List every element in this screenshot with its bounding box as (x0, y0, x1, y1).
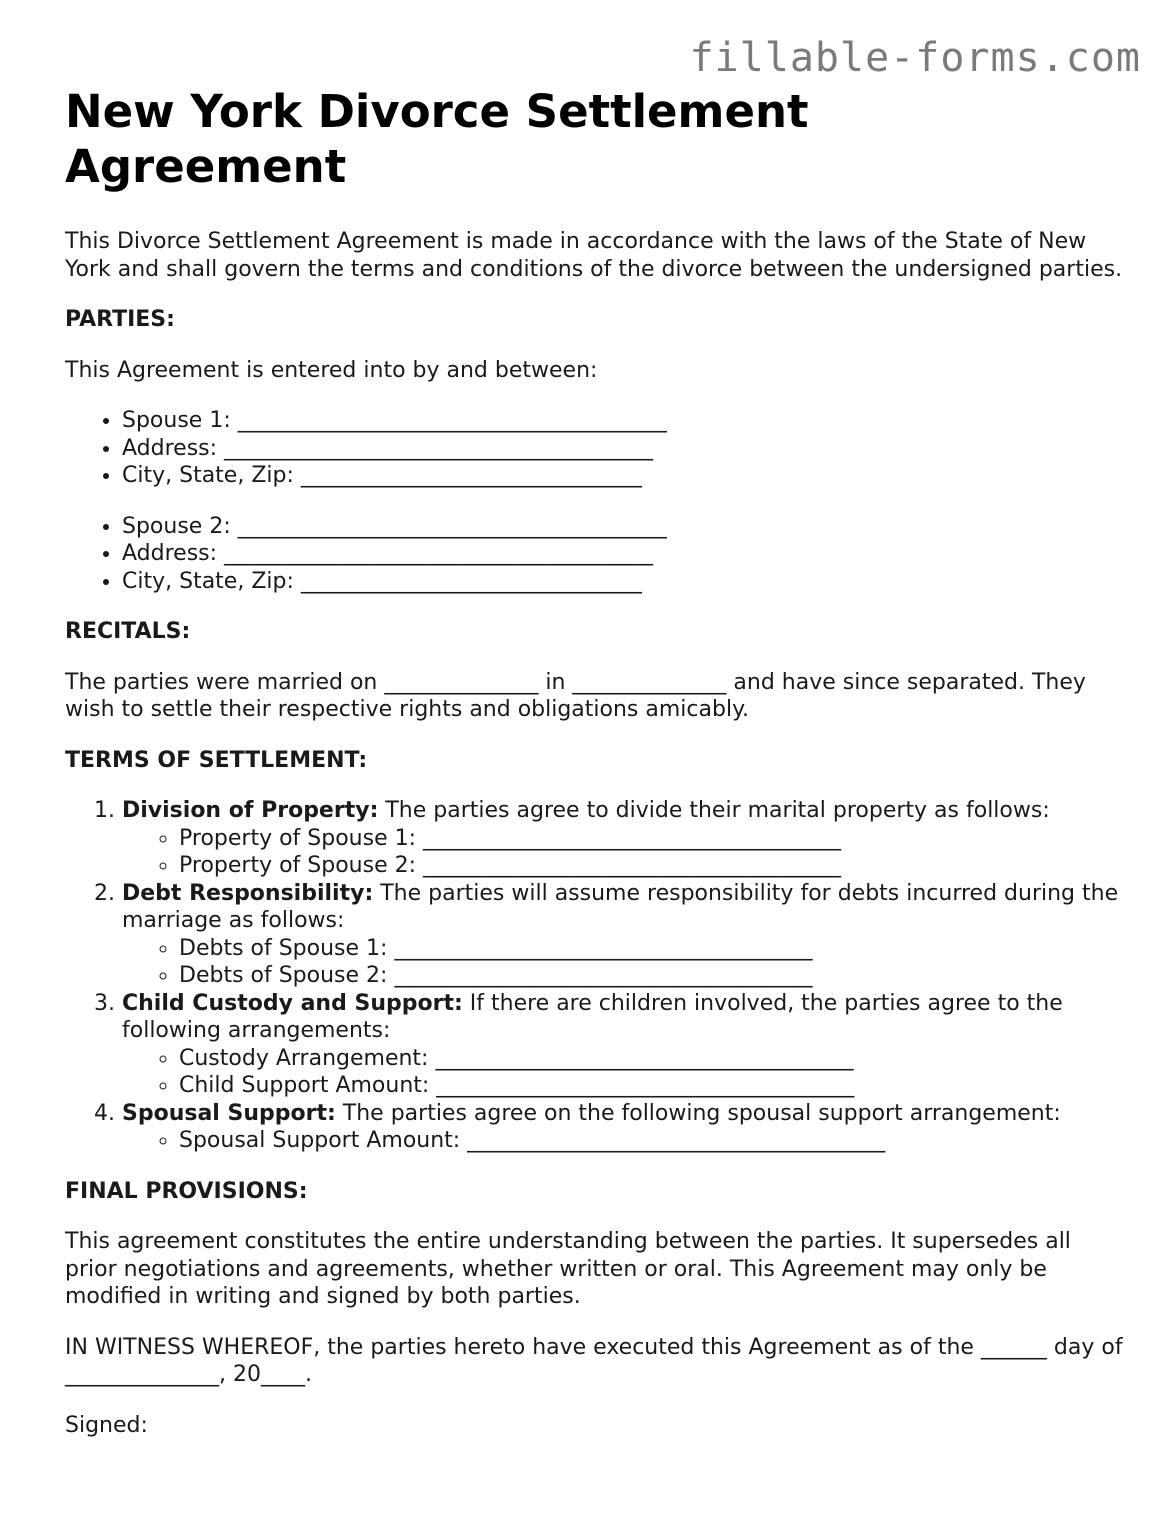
term-text: The parties will assume responsibility for debts incurred during the marriage as follows: (122, 880, 1119, 933)
term-text: If there are children involved, the parties agree to the following arrangements: (122, 990, 1063, 1043)
term-label: Child Custody and Support: (122, 990, 463, 1016)
parties-lead: This Agreement is entered into by and between: (65, 357, 598, 383)
term-text: The parties agree on the following spousal support arrangement: (335, 1100, 1061, 1126)
spouse-1-city-state-zip-field[interactable]: • City, State, Zip: _______________________________ (122, 462, 1125, 490)
term-label: Spousal Support: (122, 1100, 336, 1126)
term-debt-responsibility (122, 880, 1125, 990)
spouse-1-name-field[interactable]: • Spouse 1: _______________________________________ (122, 407, 1125, 435)
spouse-2-city-state-zip-field[interactable]: • City, State, Zip: _______________________________ (122, 568, 1125, 596)
term-spousal-support (122, 1100, 1125, 1155)
term-label: Debt Responsibility: (122, 880, 374, 906)
property-spouse-1-field[interactable]: ◦ Property of Spouse 1: ______________________________________ (179, 825, 1125, 853)
property-spouse-2-field[interactable]: ◦ Property of Spouse 2: ______________________________________ (179, 852, 1125, 880)
term-text: The parties agree to divide their marital property as follows: (378, 798, 1050, 823)
document-page (65, 84, 1125, 1439)
debts-spouse-2-field[interactable]: ◦ Debts of Spouse 2: ______________________________________ (179, 962, 1125, 990)
spouse-2-list (65, 513, 1125, 596)
term-division-of-property (122, 797, 1125, 880)
signed-label: Signed: (65, 1412, 148, 1438)
terms-heading: TERMS OF SETTLEMENT: (65, 747, 368, 773)
recitals-heading: RECITALS: (65, 619, 191, 644)
debts-spouse-1-field[interactable]: ◦ Debts of Spouse 1: ______________________________________ (179, 935, 1125, 963)
spouse-1-address-field[interactable]: • Address: _______________________________________ (122, 435, 1125, 463)
spouse-2-address-field[interactable]: • Address: _______________________________________ (122, 540, 1125, 568)
spouse-2-name-field[interactable]: • Spouse 2: _______________________________________ (122, 513, 1125, 541)
intro-paragraph: This Divorce Settlement Agreement is made in accordance with the laws of the State of New York and shall govern the terms and conditions of the divorce between the undersigned parties. (65, 229, 1123, 282)
final-provisions-paragraph: This agreement constitutes the entire understanding between the parties. It supersedes all prior negotiations and agreements, whether written or oral. This Agreement may only be modified in writing and signed by both parties. (65, 1229, 1071, 1309)
spouse-1-list (65, 407, 1125, 490)
witness-paragraph[interactable]: IN WITNESS WHEREOF, the parties hereto have executed this Agreement as of the ______ day of ______________, 20____. (65, 1334, 1123, 1387)
recitals-paragraph[interactable]: The parties were married on ______________ in ______________ and have since separated. They wish to settle their respective rights and obligations amicably. (65, 669, 1086, 722)
terms-list (65, 797, 1125, 1155)
parties-heading: PARTIES: (65, 307, 175, 332)
watermark: fillable-forms.com (689, 35, 1141, 81)
custody-arrangement-field[interactable]: ◦ Custody Arrangement: ______________________________________ (179, 1045, 1125, 1073)
spousal-support-amount-field[interactable]: ◦ Spousal Support Amount: ______________________________________ (179, 1127, 1125, 1155)
final-provisions-heading: FINAL PROVISIONS: (65, 1178, 308, 1204)
page-title: New York Divorce Settlement Agreement (65, 85, 809, 193)
term-label: Division of Property: (122, 798, 379, 823)
term-child-custody-support (122, 990, 1125, 1100)
child-support-amount-field[interactable]: ◦ Child Support Amount: ______________________________________ (179, 1072, 1125, 1100)
